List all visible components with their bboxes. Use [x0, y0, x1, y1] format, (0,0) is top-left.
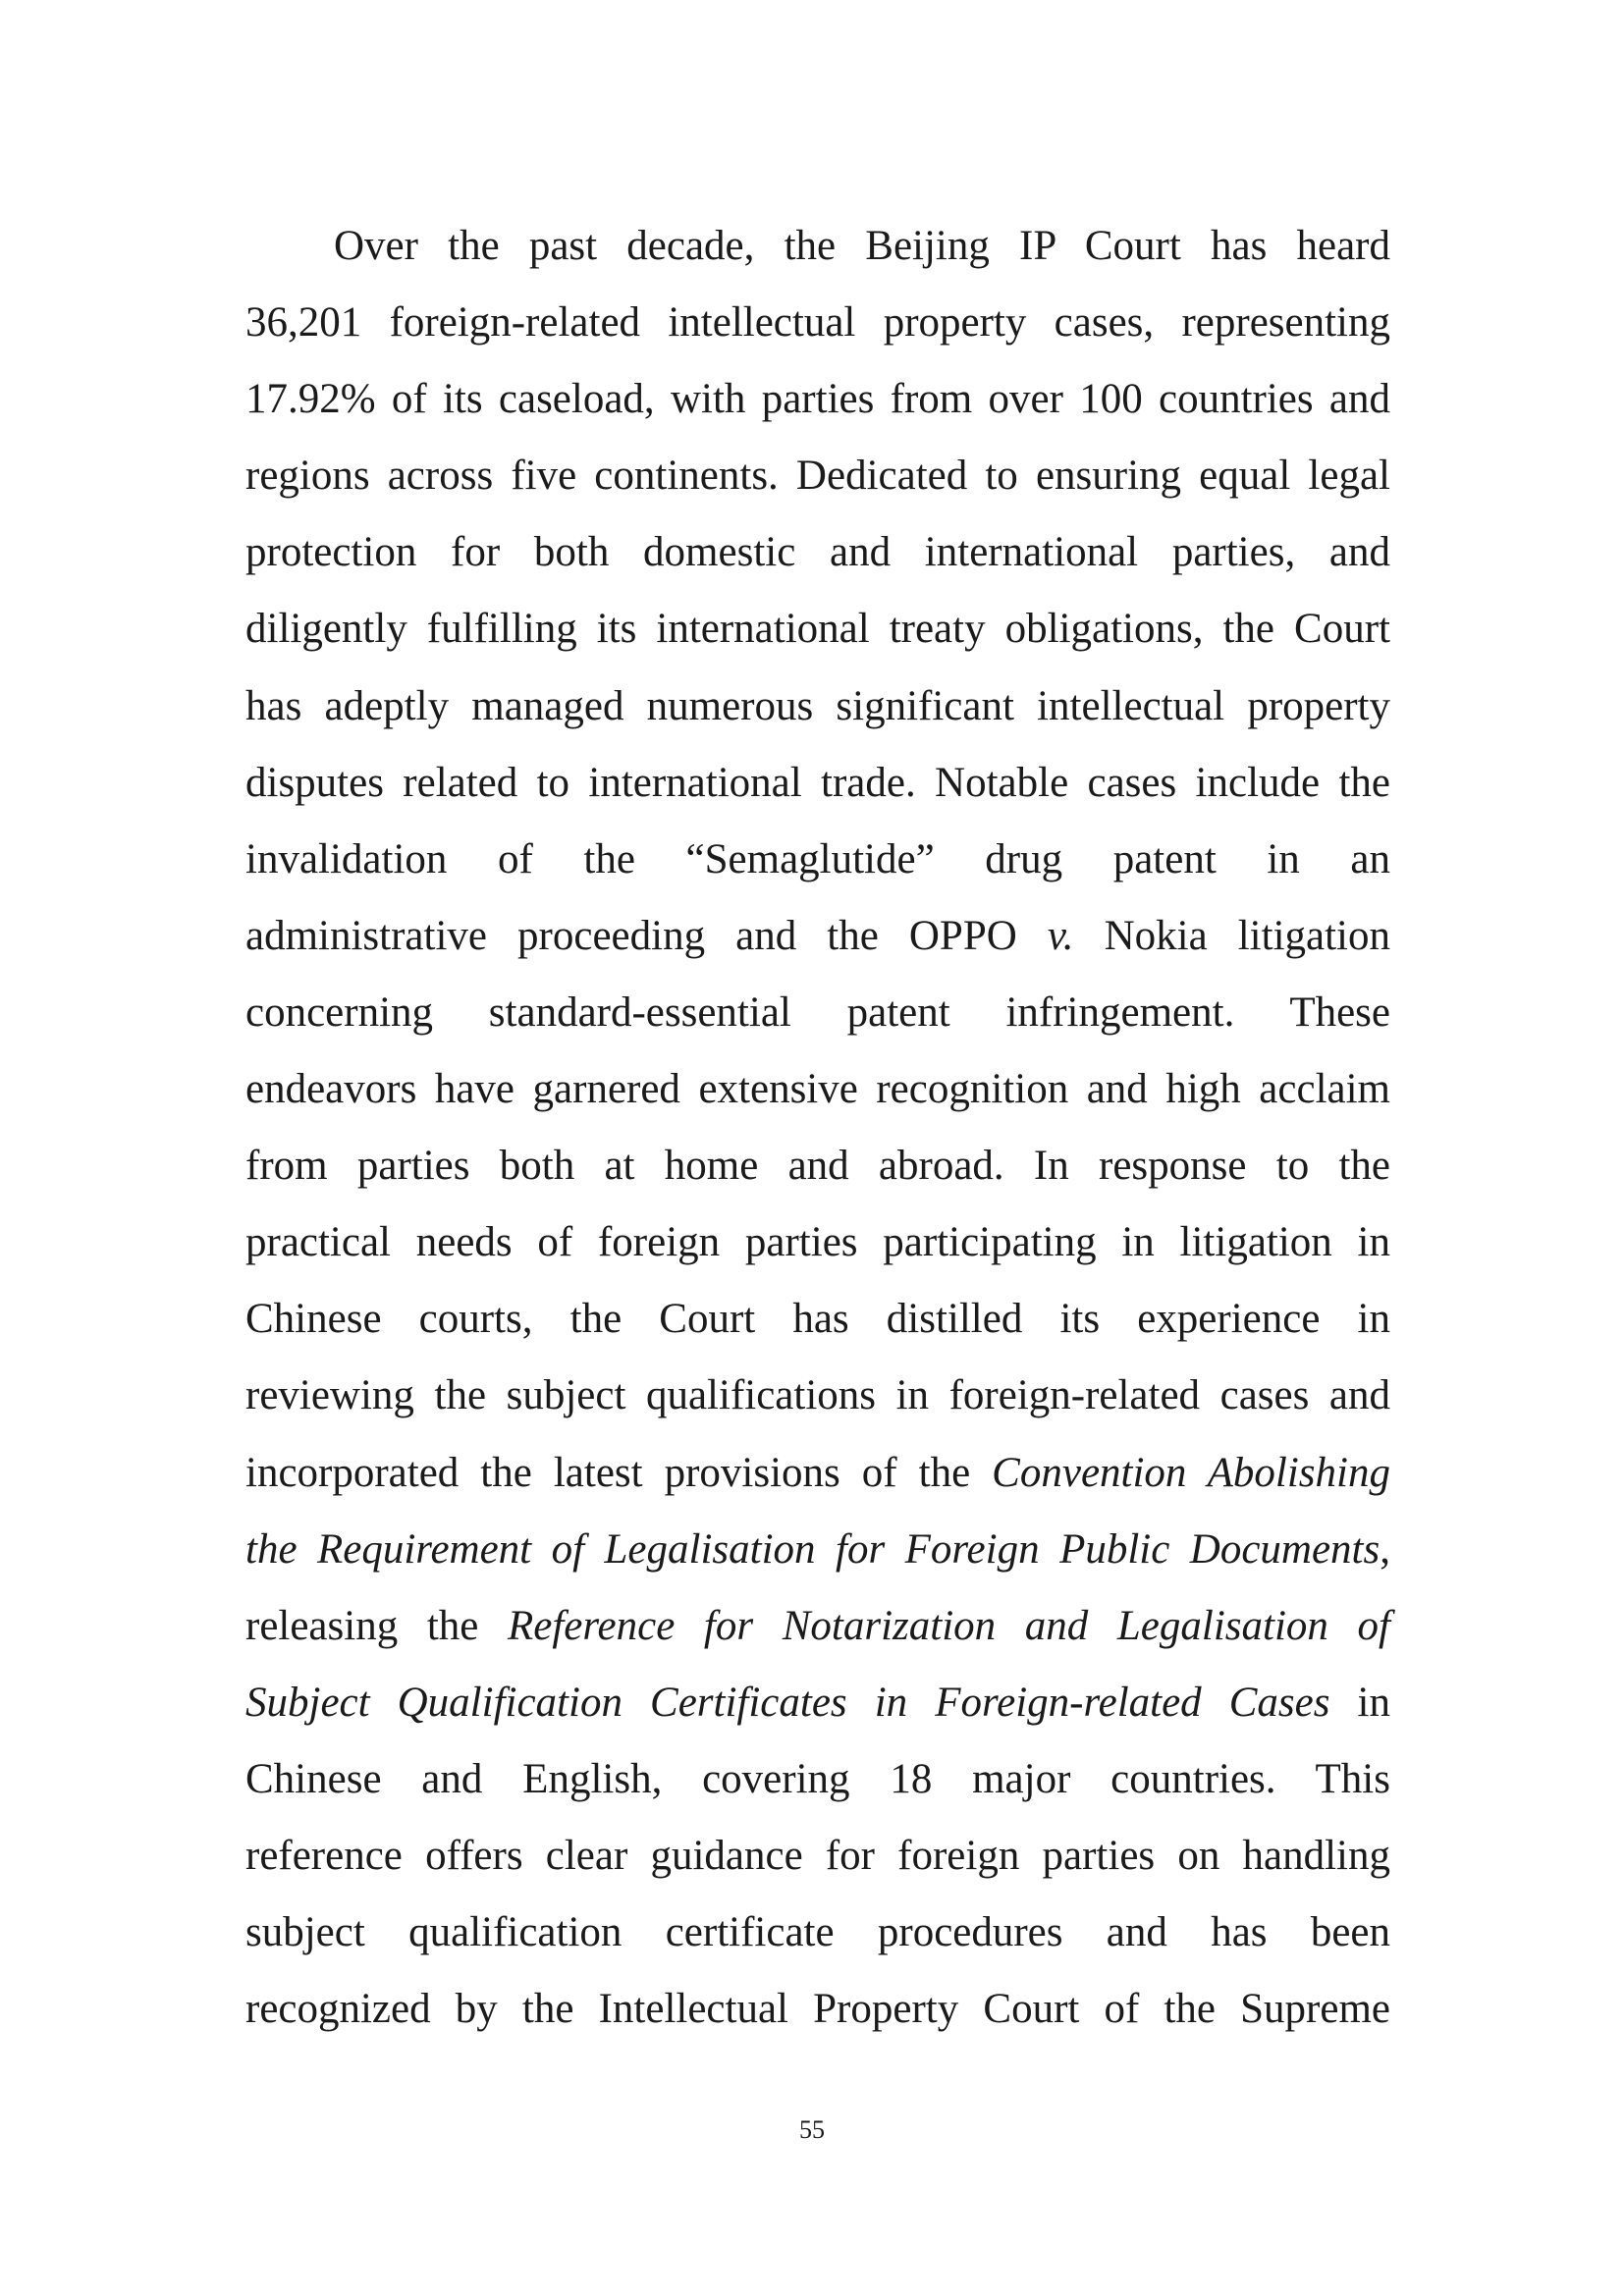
text-line: [245, 745, 1390, 822]
text-segment: Over the past decade, the Beijing IP Court has heard: [334, 223, 1390, 269]
text-segment: regions across five continents. Dedicated to ensuring equal legal: [245, 453, 1390, 500]
text-line: [245, 822, 1390, 898]
text-segment: reviewing the subject qualifications in foreign-related cases and: [245, 1372, 1390, 1419]
text-segment: Chinese and English, covering 18 major countries. This: [245, 1755, 1390, 1802]
body-paragraph: [245, 208, 1390, 2048]
text-segment: 17.92% of its caseload, with parties from over 100 countries and: [245, 376, 1390, 423]
text-segment: ,: [1380, 1525, 1390, 1573]
text-line: [245, 1128, 1390, 1204]
text-line: [245, 1818, 1390, 1895]
text-line: [245, 975, 1390, 1051]
text-segment: Nokia litigation: [1073, 912, 1391, 959]
italic-text: v.: [1047, 912, 1074, 959]
text-segment: in: [1329, 1679, 1390, 1726]
text-segment: recognized by the Intellectual Property Court of the Supreme: [245, 1986, 1390, 2033]
text-segment: diligently fulfilling its international treaty obligations, the Court: [245, 606, 1390, 653]
text-line: [245, 1971, 1390, 2048]
italic-text: Reference for Notarization and Legalisation of: [508, 1602, 1390, 1649]
text-line: [245, 1281, 1390, 1358]
text-segment: administrative proceeding and the OPPO: [245, 912, 1048, 959]
text-line: [245, 1665, 1390, 1741]
text-line: [245, 1204, 1390, 1281]
text-line: [245, 1435, 1390, 1512]
text-line: [245, 438, 1390, 514]
page-number: 55: [799, 2115, 825, 2144]
italic-text: the Requirement of Legalisation for Foreign Public Documents: [245, 1525, 1380, 1573]
text-line: [245, 208, 1390, 285]
italic-text: Convention Abolishing: [992, 1449, 1390, 1496]
text-segment: disputes related to international trade. Notable cases include the: [245, 759, 1390, 806]
text-segment: protection for both domestic and international parties, and: [245, 529, 1390, 576]
text-segment: 36,201 foreign-related intellectual property cases, representing: [245, 299, 1390, 347]
text-segment: practical needs of foreign parties participating in litigation in: [245, 1219, 1390, 1266]
text-segment: incorporated the latest provisions of the: [245, 1449, 993, 1496]
text-line: [245, 1358, 1390, 1434]
text-segment: from parties both at home and abroad. In response to the: [245, 1143, 1390, 1190]
text-line: [245, 1051, 1390, 1128]
text-segment: concerning standard-essential patent infringement. These: [245, 988, 1390, 1036]
italic-text: Subject Qualification Certificates in Foreign-related Cases: [245, 1679, 1330, 1726]
text-line: [245, 285, 1390, 361]
text-line: [245, 1895, 1390, 1971]
text-line: [245, 514, 1390, 591]
text-line: [245, 1588, 1390, 1665]
text-segment: invalidation of the “Semaglutide” drug patent in an: [245, 835, 1390, 882]
text-line: [245, 898, 1390, 975]
text-line: [245, 668, 1390, 745]
text-segment: subject qualification certificate procedures and has been: [245, 1909, 1390, 1956]
text-segment: endeavors have garnered extensive recognition and high acclaim: [245, 1066, 1390, 1113]
text-line: [245, 591, 1390, 667]
text-segment: has adeptly managed numerous significant intellectual property: [245, 682, 1390, 729]
text-line: [245, 1741, 1390, 1818]
text-segment: Chinese courts, the Court has distilled its experience in: [245, 1296, 1390, 1343]
text-segment: reference offers clear guidance for foreign parties on handling: [245, 1832, 1390, 1879]
text-line: [245, 361, 1390, 438]
text-line: [245, 1512, 1390, 1588]
text-segment: releasing the: [245, 1602, 508, 1649]
